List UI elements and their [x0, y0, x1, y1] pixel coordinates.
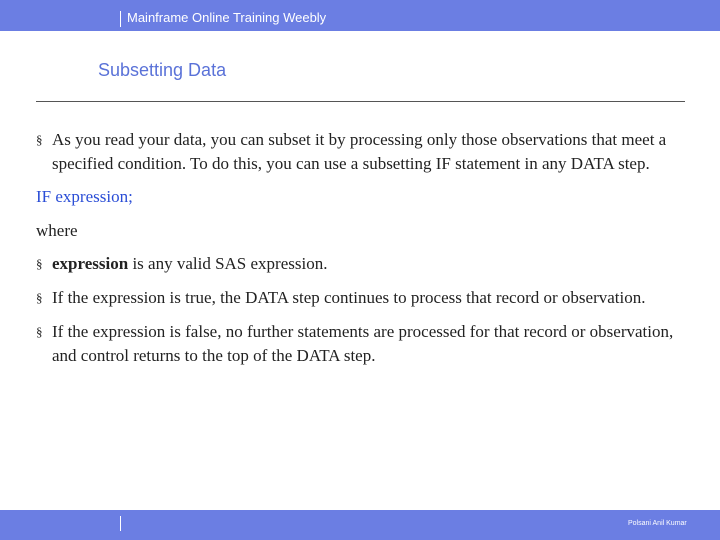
true-text: If the expression is true, the DATA step continues to process that record or observation. [52, 288, 646, 307]
slide-body [36, 128, 676, 368]
bullet-true [36, 286, 676, 310]
bullet-icon: § [36, 290, 43, 305]
expression-term: expression [52, 254, 129, 273]
intro-text: As you read your data, you can subset it by processing only those observations that meet a specified condition. To do this, you can use a subsetting IF statement in any DATA step. [52, 130, 667, 173]
footer-band [0, 510, 720, 540]
title-divider [36, 101, 685, 102]
footer-separator [120, 516, 121, 531]
bullet-false [36, 320, 676, 368]
bullet-icon: § [36, 324, 43, 339]
header-title: Mainframe Online Training Weebly [127, 10, 327, 25]
header-separator [120, 11, 121, 27]
bullet-icon: § [36, 132, 43, 147]
bullet-expression [36, 252, 676, 276]
where-label: where [36, 221, 78, 240]
false-text: If the expression is false, no further statements are processed for that record or observation, and control returns to the top of the DATA step. [52, 322, 674, 365]
header-band [0, 0, 720, 31]
bullet-intro [36, 128, 676, 176]
expression-desc: is any valid SAS expression. [128, 254, 328, 273]
slide-title: Subsetting Data [98, 60, 227, 80]
bullet-icon: § [36, 256, 43, 271]
code-syntax: IF expression; [36, 187, 133, 206]
footer-author: Polsani Anil Kumar [628, 520, 687, 527]
